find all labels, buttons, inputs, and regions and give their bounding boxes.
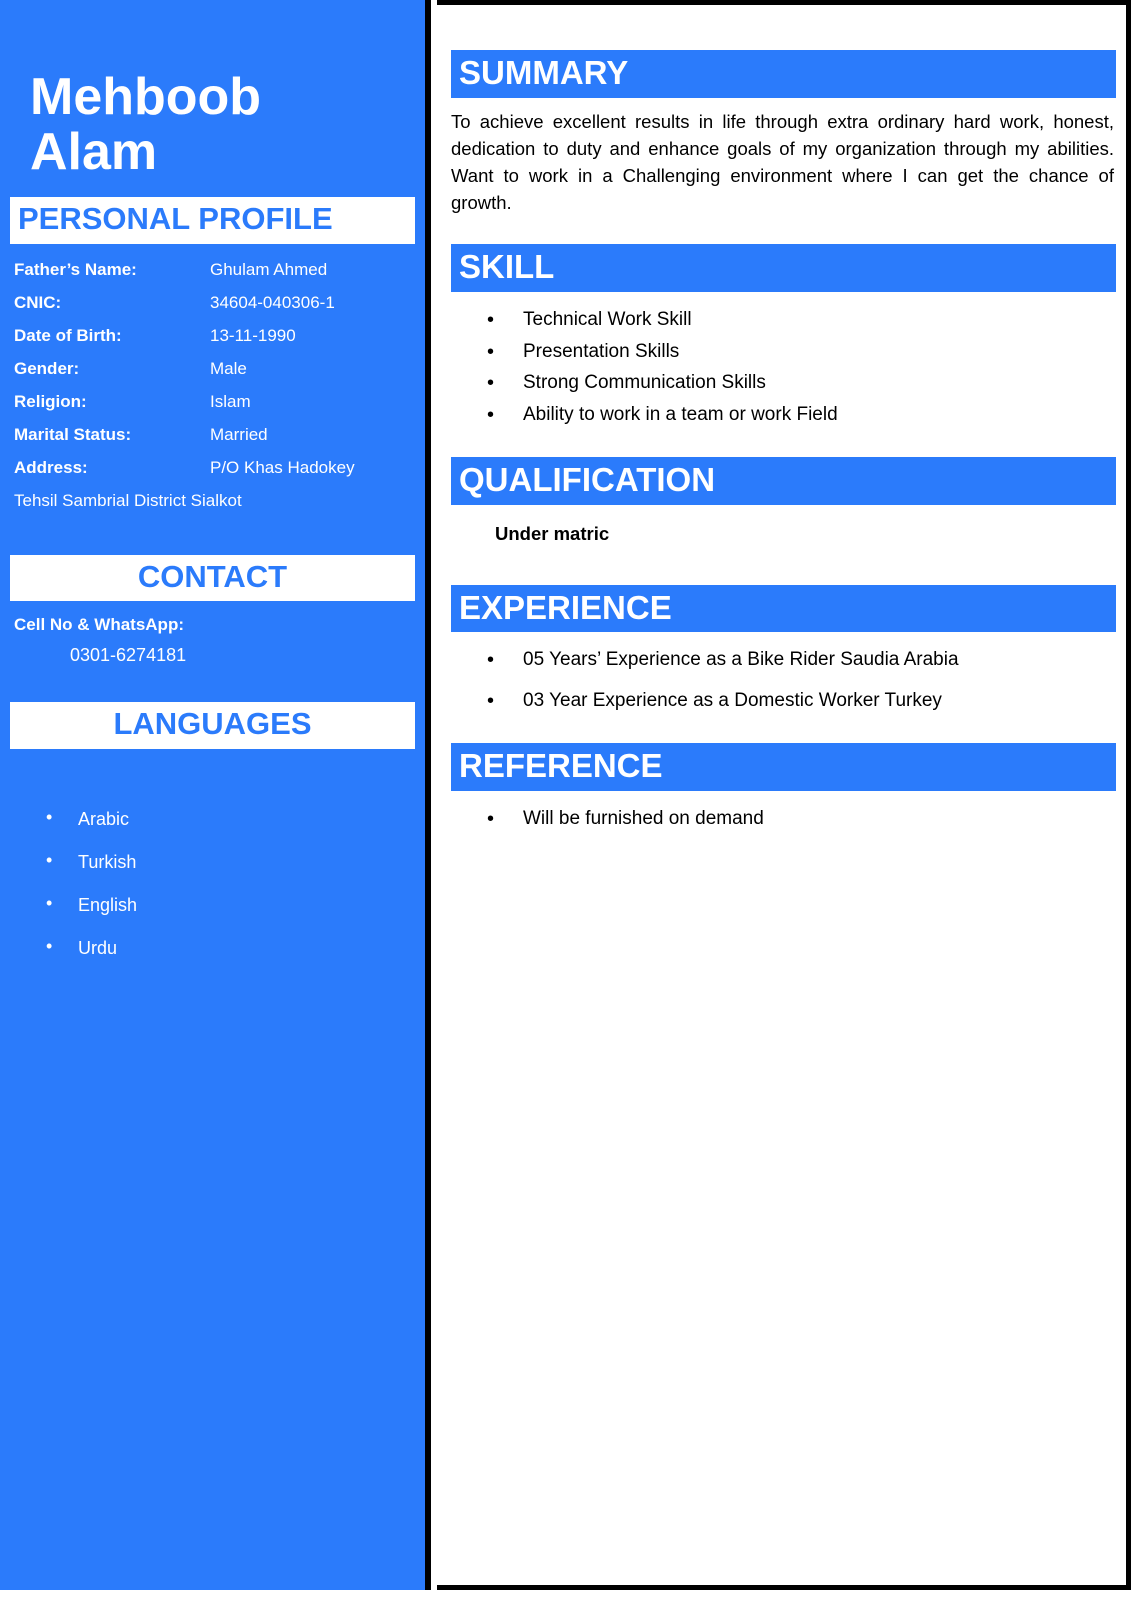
qualification-value: Under matric — [495, 522, 610, 544]
main-content — [437, 0, 1131, 1590]
skill-title: SKILL — [459, 248, 555, 286]
contact-title: CONTACT — [137, 558, 288, 594]
contact-label: Cell No & WhatsApp: — [14, 615, 184, 635]
profile-row — [14, 359, 411, 379]
list-item: • Technical Work Skill — [487, 306, 1126, 335]
profile-row — [14, 425, 411, 445]
list-item: • 05 Years’ Experience as a Bike Rider Saudia Arabia — [487, 646, 1126, 675]
candidate-name — [0, 0, 425, 179]
profile-label-gender: Gender: — [14, 358, 80, 378]
languages-title: LANGUAGES — [113, 706, 312, 742]
list-item: • Will be furnished on demand — [487, 805, 1126, 834]
profile-row — [14, 458, 411, 478]
summary-section-header — [451, 50, 1116, 98]
profile-value-marital-status: Married — [210, 424, 268, 444]
profile-value-cnic: 34604-040306-1 — [210, 292, 335, 312]
reference-title: REFERENCE — [459, 747, 663, 785]
profile-value-fathers-name: Ghulam Ahmed — [210, 259, 328, 279]
list-item: • Ability to work in a team or work Field — [487, 401, 1126, 430]
languages-list — [0, 809, 425, 959]
profile-value-gender: Male — [210, 358, 247, 378]
profile-value-address: P/O Khas Hadokey — [210, 457, 355, 477]
profile-row — [14, 260, 411, 280]
personal-profile-header — [10, 197, 415, 244]
spacer — [437, 545, 1126, 585]
name-line-first: Mehboob — [30, 68, 262, 126]
address-continued: Tehsil Sambrial District Sialkot — [14, 490, 242, 510]
profile-label-date-of-birth: Date of Birth: — [14, 325, 122, 345]
experience-list — [437, 646, 1126, 715]
contact-header — [10, 555, 415, 602]
list-item: • Urdu — [46, 938, 425, 959]
list-item: • Turkish — [46, 852, 425, 873]
skill-section-header — [451, 244, 1116, 292]
experience-section-header — [451, 585, 1116, 633]
profile-row — [14, 293, 411, 313]
profile-value-religion: Islam — [210, 391, 251, 411]
qualification-title: QUALIFICATION — [459, 461, 716, 498]
profile-label-fathers-name: Father’s Name: — [14, 259, 137, 279]
profile-label-religion: Religion: — [14, 391, 87, 411]
reference-list — [437, 805, 1126, 834]
reference-section-header — [451, 743, 1116, 791]
profile-label-cnic: CNIC: — [14, 292, 62, 312]
personal-profile-table — [14, 260, 411, 478]
personal-profile-title: PERSONAL PROFILE — [18, 201, 333, 237]
experience-title: EXPERIENCE — [459, 588, 672, 626]
list-item: • 03 Year Experience as a Domestic Worker Turkey — [487, 687, 1126, 716]
list-item: • Presentation Skills — [487, 338, 1126, 367]
profile-row — [14, 392, 411, 412]
summary-title: SUMMARY — [459, 54, 629, 91]
contact-phone-value: 0301-6274181 — [70, 645, 187, 666]
list-item: • English — [46, 895, 425, 916]
profile-label-marital-status: Marital Status: — [14, 424, 132, 444]
languages-header — [10, 702, 415, 749]
qualification-section-header — [451, 457, 1116, 505]
profile-label-address: Address: — [14, 457, 88, 477]
summary-text: To achieve excellent results in life through extra ordinary hard work, honest, dedication to duty and enhance goals of my organization through my abilities. Want to work in a Challenging environment where I can get the chance of growth. — [451, 110, 1114, 214]
left-sidebar — [0, 0, 431, 1590]
list-item: • Arabic — [46, 809, 425, 830]
skill-list — [437, 306, 1126, 429]
profile-row — [14, 326, 411, 346]
list-item: • Strong Communication Skills — [487, 369, 1126, 398]
profile-value-date-of-birth: 13-11-1990 — [210, 325, 296, 345]
name-line-last: Alam — [30, 122, 158, 181]
